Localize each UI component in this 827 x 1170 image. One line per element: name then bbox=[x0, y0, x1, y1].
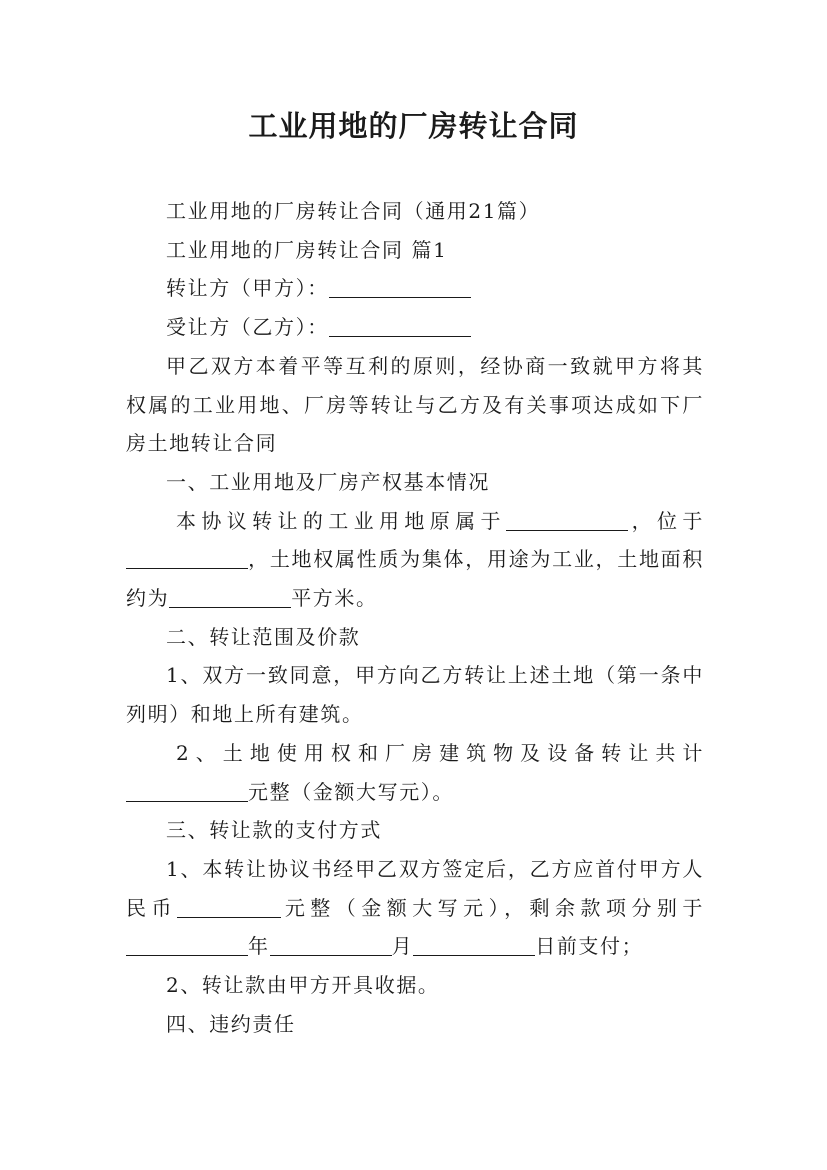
section3-day-blank bbox=[413, 933, 535, 956]
party-b-blank bbox=[329, 314, 471, 337]
section2-total-price-blank bbox=[126, 779, 248, 802]
section2-heading: 二、转让范围及价款 bbox=[166, 624, 361, 649]
section1-text-a: 本协议转让的工业用地原属于 bbox=[176, 508, 506, 533]
document-title: 工业用地的厂房转让合同 bbox=[248, 109, 579, 143]
intro-paragraph: 甲乙双方本着平等互利的原则，经协商一致就甲方将其权属的工业用地、厂房等转让与乙方及有关事项达成如下厂房土地转让合同 bbox=[126, 353, 704, 456]
section3-item1-text-b: 元整（金额大写元），剩余款项分别于 bbox=[280, 895, 704, 920]
party-b-label: 受让方（乙方）： bbox=[166, 315, 329, 340]
document-body bbox=[126, 192, 704, 1043]
section4-heading: 四、违约责任 bbox=[166, 1011, 296, 1036]
chapter-heading: 工业用地的厂房转让合同 篇1 bbox=[166, 237, 448, 262]
party-a-blank bbox=[329, 275, 471, 298]
section1-location-blank bbox=[126, 546, 248, 569]
section2-item1: 1、双方一致同意，甲方向乙方转让上述土地（第一条中列明）和地上所有建筑。 bbox=[126, 663, 704, 727]
section3-month-blank bbox=[270, 933, 392, 956]
party-a-label: 转让方（甲方）： bbox=[166, 276, 329, 301]
section1-area-blank bbox=[169, 585, 291, 608]
section1-text-d: 平方米。 bbox=[291, 586, 378, 611]
party-b-line bbox=[126, 308, 704, 347]
section2-item2-text-a: 2、土地使用权和厂房建筑物及设备转让共计 bbox=[176, 740, 704, 765]
section3-heading: 三、转让款的支付方式 bbox=[166, 818, 382, 843]
section3-down-payment-blank bbox=[177, 895, 281, 918]
section1-original-owner-blank bbox=[506, 508, 628, 531]
party-a-line bbox=[126, 269, 704, 308]
section3-item2: 2、转让款由甲方开具收据。 bbox=[166, 973, 440, 998]
section3-year-blank bbox=[126, 933, 248, 956]
section2-item2 bbox=[126, 734, 704, 811]
section1-text-b: ，位于 bbox=[627, 508, 704, 533]
section1-text-c: ，土地权属性质为集体，用途为工业，土地面积约为 bbox=[126, 547, 704, 611]
section2-item2-text-b: 元整（金额大写元）。 bbox=[248, 779, 454, 804]
section3-day-label: 日前支付； bbox=[535, 934, 644, 959]
section3-item1-text-a: 1、本转让协议书经甲乙双方签定后，乙方应首付甲方人民币 bbox=[126, 856, 704, 920]
section3-item1 bbox=[126, 850, 704, 966]
section3-month-label: 月 bbox=[391, 934, 414, 959]
section1-heading: 一、工业用地及厂房产权基本情况 bbox=[166, 469, 490, 494]
section1-paragraph bbox=[126, 502, 704, 618]
section3-year-label: 年 bbox=[248, 934, 270, 959]
subtitle: 工业用地的厂房转让合同（通用21篇） bbox=[166, 199, 541, 223]
